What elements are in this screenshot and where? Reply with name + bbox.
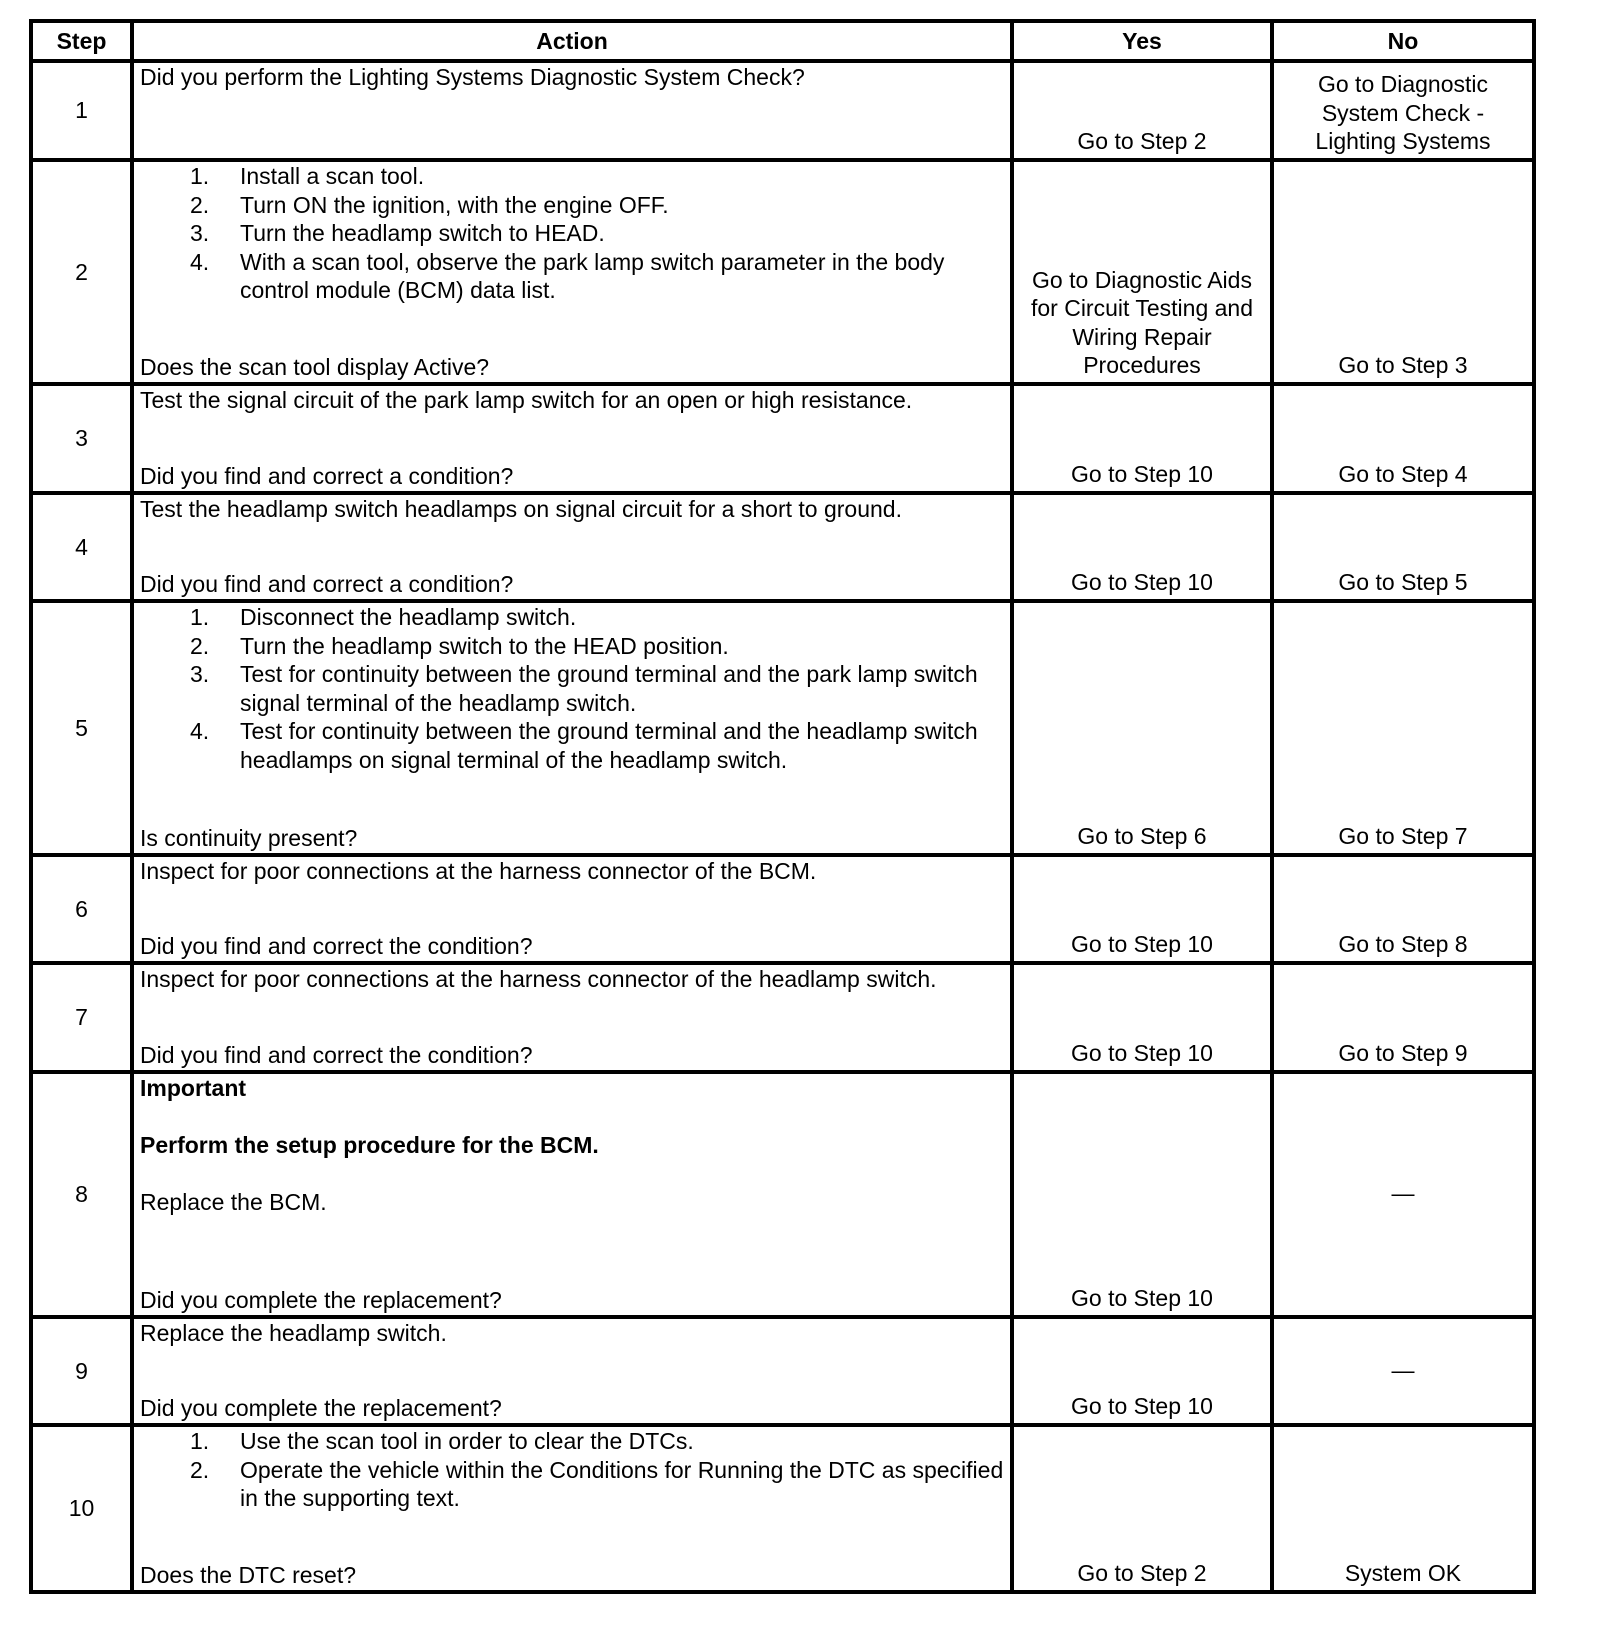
header-yes: Yes xyxy=(1012,21,1272,61)
no-cell: Go to Step 7 xyxy=(1272,601,1534,855)
yes-cell: Go to Step 10 xyxy=(1012,963,1272,1072)
step-number: 6 xyxy=(31,855,132,963)
action-question: Does the scan tool display Active? xyxy=(140,354,490,381)
yes-cell: Go to Step 6 xyxy=(1012,601,1272,855)
table-row xyxy=(31,963,1534,1072)
item-number: 3. xyxy=(190,661,210,688)
item-text: Disconnect the headlamp switch. xyxy=(240,604,577,630)
item-text: Turn the headlamp switch to HEAD. xyxy=(240,220,605,247)
table-row xyxy=(31,384,1534,493)
table-row xyxy=(31,1425,1534,1592)
action-cell xyxy=(132,160,1012,384)
item-number: 2. xyxy=(190,632,210,659)
step-number: 7 xyxy=(31,963,132,1072)
table-row xyxy=(31,1317,1534,1425)
action-step-item xyxy=(140,660,1004,717)
action-text: Replace the BCM. xyxy=(140,1189,327,1216)
action-question: Did you find and correct the condition? xyxy=(140,1042,533,1069)
action-step-item xyxy=(140,248,1004,305)
action-text: Replace the headlamp switch. xyxy=(140,1320,447,1346)
no-cell: System OK xyxy=(1272,1425,1534,1592)
header-no: No xyxy=(1272,21,1534,61)
action-text: Inspect for poor connections at the harness connector of the headlamp switch. xyxy=(140,966,937,992)
action-question: Did you complete the replacement? xyxy=(140,1395,502,1422)
action-cell xyxy=(132,855,1012,963)
action-text: Inspect for poor connections at the harness connector of the BCM. xyxy=(140,858,817,884)
item-number: 4. xyxy=(190,248,210,275)
action-step-item xyxy=(140,219,1004,248)
table-row xyxy=(31,493,1534,601)
step-number: 3 xyxy=(31,384,132,493)
diagnostic-table xyxy=(29,19,1536,1594)
table-row xyxy=(31,1072,1534,1317)
action-question: Did you find and correct a condition? xyxy=(140,463,514,490)
action-step-item xyxy=(140,1427,1004,1456)
action-question: Did you find and correct a condition? xyxy=(140,571,514,598)
table-row xyxy=(31,855,1534,963)
table-row xyxy=(31,61,1534,160)
action-question: Did you complete the replacement? xyxy=(140,1287,502,1314)
header-row xyxy=(31,21,1534,61)
yes-cell: Go to Step 10 xyxy=(1012,384,1272,493)
action-step-item xyxy=(140,191,1004,220)
action-step-item xyxy=(140,1456,1004,1513)
step-number: 1 xyxy=(31,61,132,160)
action-question: Did you find and correct the condition? xyxy=(140,933,533,960)
item-number: 2. xyxy=(190,1456,210,1483)
action-cell xyxy=(132,1425,1012,1592)
action-text: Test the signal circuit of the park lamp switch for an open or high resistance. xyxy=(140,387,913,413)
step-number: 2 xyxy=(31,160,132,384)
item-text: Test for continuity between the ground terminal and the headlamp switch headlamps on signal terminal of the headlamp switch. xyxy=(240,718,978,773)
action-cell xyxy=(132,61,1012,160)
action-steps xyxy=(140,1427,1004,1513)
yes-cell: Go to Step 2 xyxy=(1012,61,1272,160)
action-step-item xyxy=(140,603,1004,632)
yes-cell: Go to Diagnostic Aids for Circuit Testing and Wiring Repair Procedures xyxy=(1012,160,1272,384)
no-cell: Go to Step 4 xyxy=(1272,384,1534,493)
item-number: 1. xyxy=(190,604,210,630)
action-steps xyxy=(140,603,1004,775)
no-cell: Go to Diagnostic System Check - Lighting Systems xyxy=(1272,61,1534,160)
step-number: 4 xyxy=(31,493,132,601)
action-cell xyxy=(132,963,1012,1072)
action-cell xyxy=(132,384,1012,493)
item-number: 1. xyxy=(190,163,210,189)
action-cell xyxy=(132,601,1012,855)
item-text: Turn the headlamp switch to the HEAD position. xyxy=(240,632,729,659)
item-number: 1. xyxy=(190,1428,210,1454)
step-number: 8 xyxy=(31,1072,132,1317)
yes-cell: Go to Step 10 xyxy=(1012,493,1272,601)
step-number: 9 xyxy=(31,1317,132,1425)
yes-cell: Go to Step 10 xyxy=(1012,855,1272,963)
no-cell: — xyxy=(1272,1317,1534,1425)
table-row xyxy=(31,160,1534,384)
action-cell xyxy=(132,493,1012,601)
step-number: 10 xyxy=(31,1425,132,1592)
important-label: Important xyxy=(140,1075,247,1101)
header-action: Action xyxy=(132,21,1012,61)
action-question: Did you perform the Lighting Systems Diagnostic System Check? xyxy=(140,64,805,90)
action-cell xyxy=(132,1317,1012,1425)
header-step: Step xyxy=(31,21,132,61)
yes-cell: Go to Step 10 xyxy=(1012,1317,1272,1425)
item-number: 3. xyxy=(190,220,210,247)
no-cell: — xyxy=(1272,1072,1534,1317)
no-cell: Go to Step 8 xyxy=(1272,855,1534,963)
action-step-item xyxy=(140,632,1004,661)
item-text: Test for continuity between the ground terminal and the park lamp switch signal terminal of the headlamp switch. xyxy=(240,661,978,716)
item-text: Use the scan tool in order to clear the DTCs. xyxy=(240,1428,694,1454)
action-question: Does the DTC reset? xyxy=(140,1562,357,1589)
item-number: 2. xyxy=(190,191,210,218)
item-number: 4. xyxy=(190,718,210,745)
important-text: Perform the setup procedure for the BCM. xyxy=(140,1132,599,1159)
action-cell xyxy=(132,1072,1012,1317)
item-text: Install a scan tool. xyxy=(240,163,425,189)
item-text: With a scan tool, observe the park lamp switch parameter in the body control module (BCM) data list. xyxy=(240,248,945,304)
action-steps xyxy=(140,162,1004,305)
action-step-item xyxy=(140,162,1004,191)
yes-cell: Go to Step 10 xyxy=(1012,1072,1272,1317)
no-cell: Go to Step 9 xyxy=(1272,963,1534,1072)
item-text: Turn ON the ignition, with the engine OFF. xyxy=(240,191,669,218)
action-step-item xyxy=(140,717,1004,774)
no-cell: Go to Step 5 xyxy=(1272,493,1534,601)
table-row xyxy=(31,601,1534,855)
item-text: Operate the vehicle within the Conditions for Running the DTC as specified in the supporting text. xyxy=(240,1456,1004,1512)
action-question: Is continuity present? xyxy=(140,825,358,852)
yes-cell: Go to Step 2 xyxy=(1012,1425,1272,1592)
step-number: 5 xyxy=(31,601,132,855)
action-text: Test the headlamp switch headlamps on signal circuit for a short to ground. xyxy=(140,496,902,522)
no-cell: Go to Step 3 xyxy=(1272,160,1534,384)
